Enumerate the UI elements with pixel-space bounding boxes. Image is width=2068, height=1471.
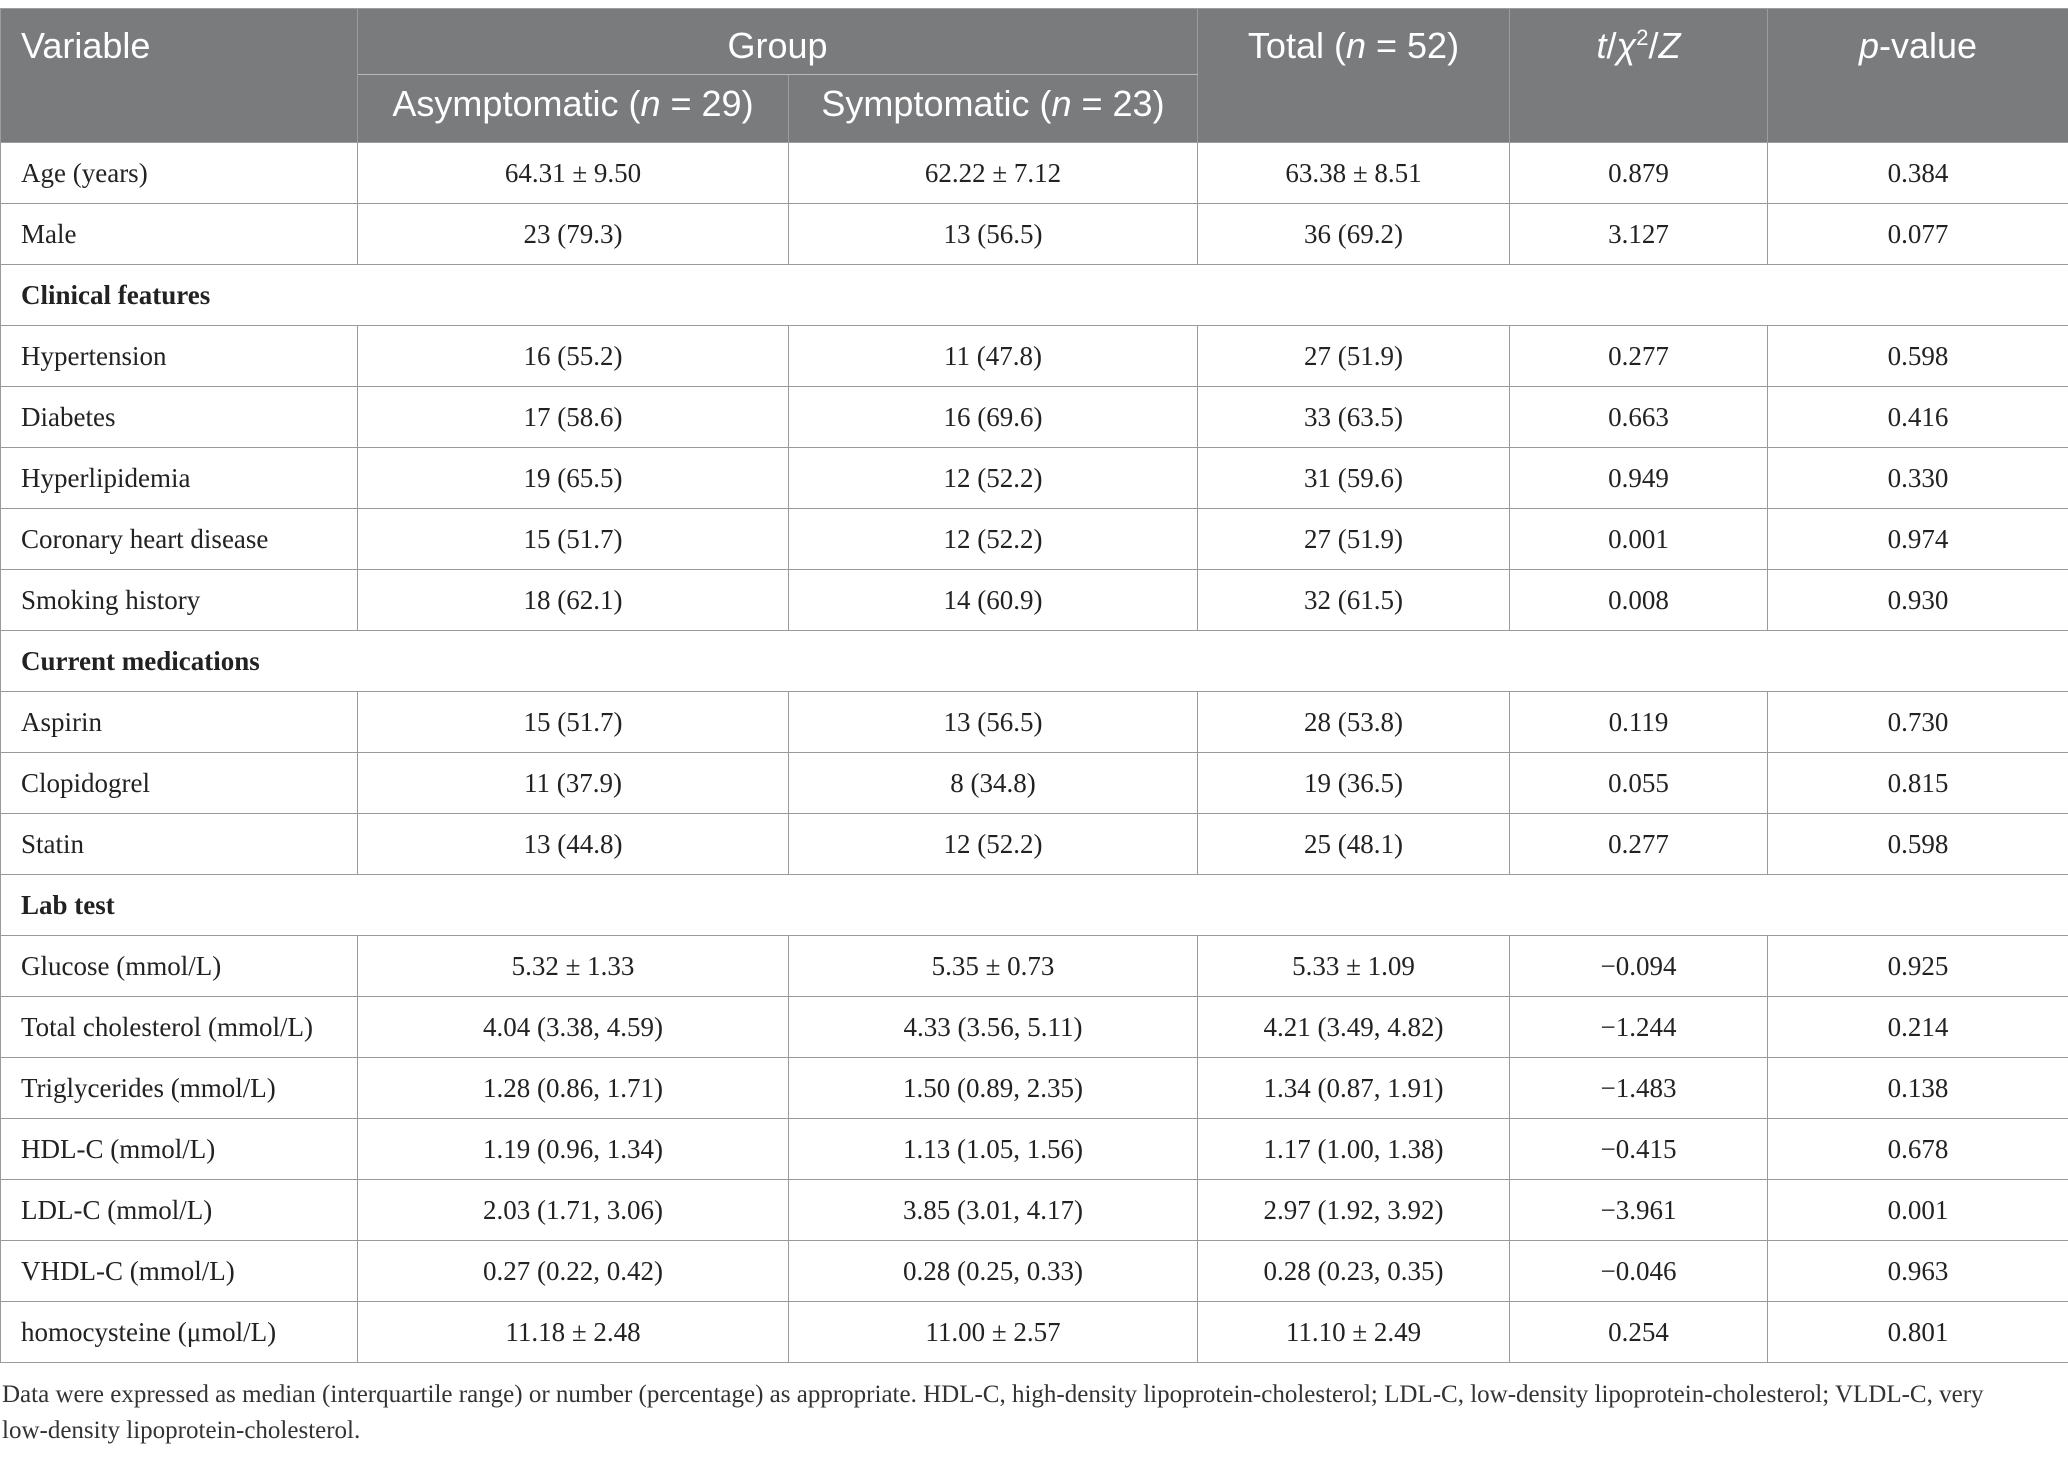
table-cell: 28 (53.8) — [1198, 692, 1510, 753]
table-cell: 14 (60.9) — [789, 570, 1198, 631]
table-cell: 0.598 — [1768, 326, 2068, 387]
table-cell: 0.384 — [1768, 143, 2068, 204]
table-cell: 25 (48.1) — [1198, 814, 1510, 875]
table-cell: −0.046 — [1510, 1241, 1768, 1302]
table-cell: 0.663 — [1510, 387, 1768, 448]
table-row — [1, 143, 2068, 204]
header-variable: Variable — [1, 9, 358, 143]
table-cell: 0.974 — [1768, 509, 2068, 570]
table-cell: 13 (56.5) — [789, 692, 1198, 753]
table-cell: 13 (44.8) — [358, 814, 789, 875]
table-cell: 13 (56.5) — [789, 204, 1198, 265]
table-cell: 12 (52.2) — [789, 448, 1198, 509]
section-label: Current medications — [1, 631, 2068, 692]
header-pvalue: p-value — [1768, 9, 2068, 143]
table-cell: 0.963 — [1768, 1241, 2068, 1302]
table-cell: 63.38 ± 8.51 — [1198, 143, 1510, 204]
table-row — [1, 1119, 2068, 1180]
table-cell: 11 (37.9) — [358, 753, 789, 814]
table-cell: 0.598 — [1768, 814, 2068, 875]
table-cell: 0.815 — [1768, 753, 2068, 814]
table-cell: 27 (51.9) — [1198, 326, 1510, 387]
table-row — [1, 1241, 2068, 1302]
table-cell: 36 (69.2) — [1198, 204, 1510, 265]
table-cell: 18 (62.1) — [358, 570, 789, 631]
table-cell: 5.35 ± 0.73 — [789, 936, 1198, 997]
table-row — [1, 448, 2068, 509]
table-cell: 0.879 — [1510, 143, 1768, 204]
table-cell: 0.055 — [1510, 753, 1768, 814]
row-variable: Triglycerides (mmol/L) — [1, 1058, 358, 1119]
section-label: Clinical features — [1, 265, 2068, 326]
row-variable: Age (years) — [1, 143, 358, 204]
table-cell: 0.28 (0.25, 0.33) — [789, 1241, 1198, 1302]
table-cell: 1.17 (1.00, 1.38) — [1198, 1119, 1510, 1180]
row-variable: Diabetes — [1, 387, 358, 448]
header-group: Group — [358, 9, 1198, 75]
table-cell: 19 (65.5) — [358, 448, 789, 509]
table-cell: 16 (55.2) — [358, 326, 789, 387]
table-cell: 2.03 (1.71, 3.06) — [358, 1180, 789, 1241]
row-variable: LDL-C (mmol/L) — [1, 1180, 358, 1241]
table-cell: 4.33 (3.56, 5.11) — [789, 997, 1198, 1058]
header-symptomatic: Symptomatic (n = 23) — [789, 75, 1198, 143]
table-cell: 1.50 (0.89, 2.35) — [789, 1058, 1198, 1119]
table-row — [1, 387, 2068, 448]
table-cell: 19 (36.5) — [1198, 753, 1510, 814]
table-cell: 31 (59.6) — [1198, 448, 1510, 509]
header-stat: $t/\chi^2/Z$ — [1510, 9, 1768, 143]
table-cell: 0.27 (0.22, 0.42) — [358, 1241, 789, 1302]
table-cell: 0.28 (0.23, 0.35) — [1198, 1241, 1510, 1302]
table-header — [1, 9, 2068, 143]
row-variable: Glucose (mmol/L) — [1, 936, 358, 997]
table-cell: 0.138 — [1768, 1058, 2068, 1119]
table-cell: 17 (58.6) — [358, 387, 789, 448]
table-cell: 5.33 ± 1.09 — [1198, 936, 1510, 997]
table-cell: 0.001 — [1510, 509, 1768, 570]
table-row — [1, 1058, 2068, 1119]
table-cell: 1.19 (0.96, 1.34) — [358, 1119, 789, 1180]
table-cell: 0.077 — [1768, 204, 2068, 265]
table-row — [1, 753, 2068, 814]
table-cell: 0.678 — [1768, 1119, 2068, 1180]
table-row — [1, 326, 2068, 387]
table-cell: −1.244 — [1510, 997, 1768, 1058]
row-variable: Hyperlipidemia — [1, 448, 358, 509]
table-cell: −0.415 — [1510, 1119, 1768, 1180]
row-variable: Aspirin — [1, 692, 358, 753]
table-cell: 4.21 (3.49, 4.82) — [1198, 997, 1510, 1058]
table-row — [1, 692, 2068, 753]
table-cell: 5.32 ± 1.33 — [358, 936, 789, 997]
data-table — [0, 8, 2068, 1363]
table-cell: −1.483 — [1510, 1058, 1768, 1119]
table-body — [1, 143, 2068, 1363]
table-cell: 0.801 — [1768, 1302, 2068, 1363]
table-cell: 2.97 (1.92, 3.92) — [1198, 1180, 1510, 1241]
table-cell: 0.277 — [1510, 814, 1768, 875]
table-cell: 0.416 — [1768, 387, 2068, 448]
table-cell: 1.28 (0.86, 1.71) — [358, 1058, 789, 1119]
table-row — [1, 509, 2068, 570]
section-row — [1, 875, 2068, 936]
table-cell: 0.254 — [1510, 1302, 1768, 1363]
table-cell: 3.127 — [1510, 204, 1768, 265]
table-cell: 33 (63.5) — [1198, 387, 1510, 448]
table-cell: 62.22 ± 7.12 — [789, 143, 1198, 204]
table-cell: 0.119 — [1510, 692, 1768, 753]
table-cell: 8 (34.8) — [789, 753, 1198, 814]
table-row — [1, 570, 2068, 631]
table-cell: 12 (52.2) — [789, 814, 1198, 875]
table-row — [1, 997, 2068, 1058]
table-cell: 0.277 — [1510, 326, 1768, 387]
table-cell: 4.04 (3.38, 4.59) — [358, 997, 789, 1058]
table-footnote: Data were expressed as median (interquartile range) or number (percentage) as appropriate. HDL-C, high-density lipoprotein-cholesterol; LDL-C, low-density lipoprotein-cholesterol; VLDL-C, very low-density lipoprotein-cholesterol. — [2, 1381, 1984, 1444]
table-cell: 0.001 — [1768, 1180, 2068, 1241]
table-cell: 0.330 — [1768, 448, 2068, 509]
table-row — [1, 204, 2068, 265]
table-row — [1, 936, 2068, 997]
table-cell: 11.00 ± 2.57 — [789, 1302, 1198, 1363]
row-variable: VHDL-C (mmol/L) — [1, 1241, 358, 1302]
table-cell: 11.10 ± 2.49 — [1198, 1302, 1510, 1363]
table-cell: 1.13 (1.05, 1.56) — [789, 1119, 1198, 1180]
table-cell: 32 (61.5) — [1198, 570, 1510, 631]
table-cell: −0.094 — [1510, 936, 1768, 997]
table-row — [1, 814, 2068, 875]
row-variable: Male — [1, 204, 358, 265]
table-cell: 11 (47.8) — [789, 326, 1198, 387]
row-variable: homocysteine (μmol/L) — [1, 1302, 358, 1363]
table-cell: 0.949 — [1510, 448, 1768, 509]
table-cell: 0.008 — [1510, 570, 1768, 631]
table-cell: 23 (79.3) — [358, 204, 789, 265]
row-variable: HDL-C (mmol/L) — [1, 1119, 358, 1180]
row-variable: Hypertension — [1, 326, 358, 387]
table-cell: 0.214 — [1768, 997, 2068, 1058]
table-container — [0, 8, 2068, 1449]
table-row — [1, 1302, 2068, 1363]
table-cell: 0.925 — [1768, 936, 2068, 997]
row-variable: Total cholesterol (mmol/L) — [1, 997, 358, 1058]
section-row — [1, 265, 2068, 326]
row-variable: Coronary heart disease — [1, 509, 358, 570]
table-cell: 0.730 — [1768, 692, 2068, 753]
section-label: Lab test — [1, 875, 2068, 936]
table-cell: 12 (52.2) — [789, 509, 1198, 570]
row-variable: Smoking history — [1, 570, 358, 631]
row-variable: Statin — [1, 814, 358, 875]
table-cell: 1.34 (0.87, 1.91) — [1198, 1058, 1510, 1119]
table-cell: 0.930 — [1768, 570, 2068, 631]
table-cell: −3.961 — [1510, 1180, 1768, 1241]
header-asymptomatic: Asymptomatic (n = 29) — [358, 75, 789, 143]
table-cell: 16 (69.6) — [789, 387, 1198, 448]
table-cell: 27 (51.9) — [1198, 509, 1510, 570]
table-cell: 64.31 ± 9.50 — [358, 143, 789, 204]
header-total: Total (n = 52) — [1198, 9, 1510, 143]
table-cell: 3.85 (3.01, 4.17) — [789, 1180, 1198, 1241]
table-row — [1, 1180, 2068, 1241]
row-variable: Clopidogrel — [1, 753, 358, 814]
table-cell: 15 (51.7) — [358, 692, 789, 753]
section-row — [1, 631, 2068, 692]
table-cell: 11.18 ± 2.48 — [358, 1302, 789, 1363]
table-cell: 15 (51.7) — [358, 509, 789, 570]
